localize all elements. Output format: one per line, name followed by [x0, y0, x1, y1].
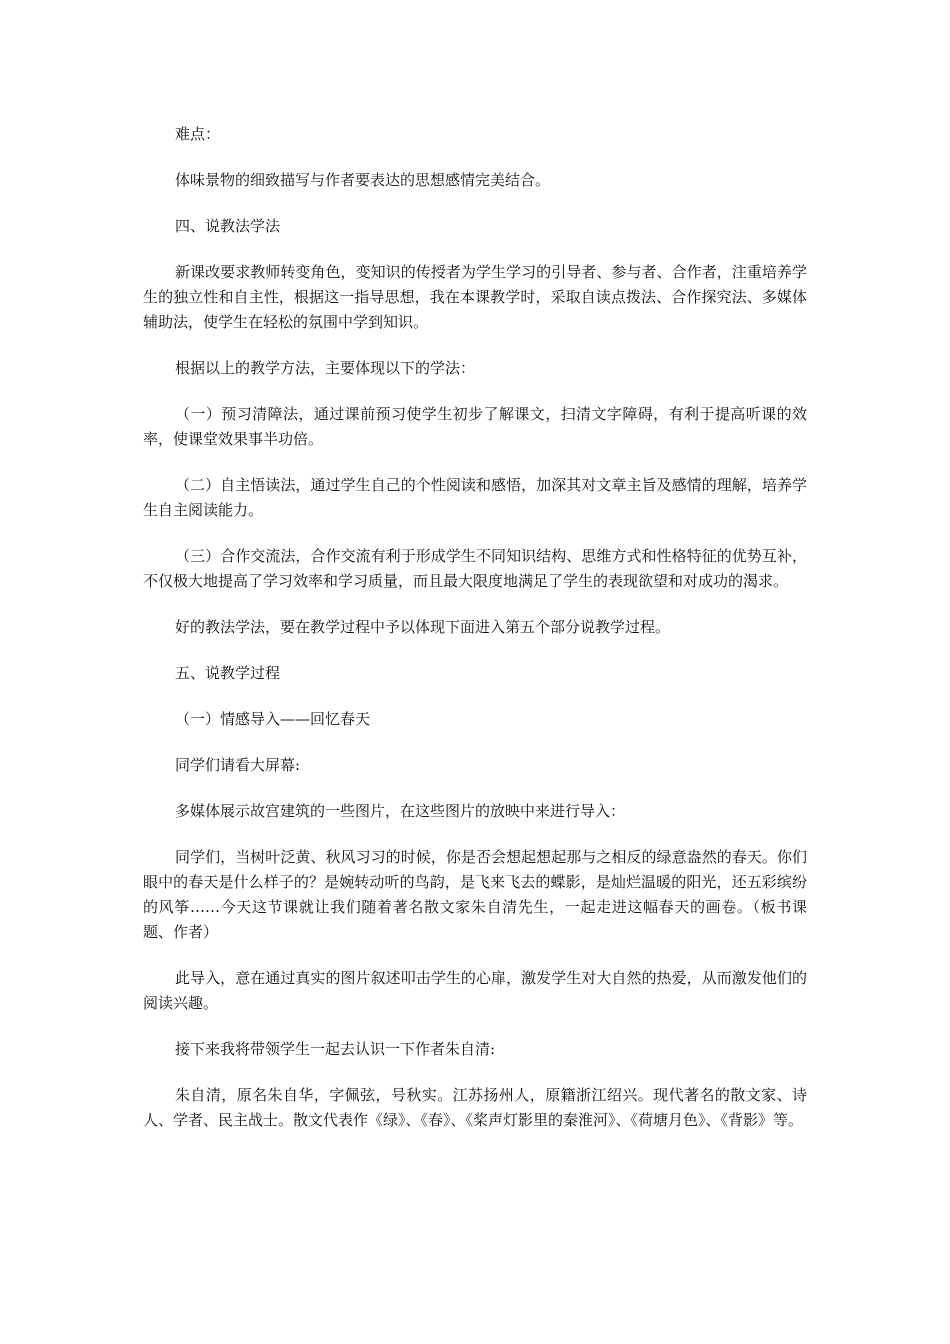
paragraph-author-bio: 朱自清，原名朱自华，字佩弦，号秋实。江苏扬州人，原籍浙江绍兴。现代著名的散文家、诗人、学者、民主战士。散文代表作《绿》、《春》、《桨声灯影里的秦淮河》、《荷塘月色》、《背影》等。 [143, 1086, 807, 1129]
paragraph-methods-intro: 新课改要求教师转变角色，变知识的传授者为学生学习的引导者、参与者、合作者，注重培养学生的独立性和自主性，根据这一指导思想，我在本课教学时，采取自读点拨法、合作探究法、多媒体辅助法，使学生在轻松的氛围中学到知识。 [143, 263, 807, 331]
section-heading-process: 五、说教学过程 [175, 664, 281, 682]
paragraph-method-1: （一）预习清障法，通过课前预习使学生初步了解课文，扫清文字障碍，有利于提高听课的效率，使课堂效果事半功倍。 [143, 405, 807, 448]
document-body [143, 122, 807, 1154]
paragraph-spring-intro: 同学们，当树叶泛黄、秋风习习的时候，你是否会想起想起那与之相反的绿意盎然的春天。你们眼中的春天是什么样子的？是婉转动听的鸟韵，是飞来飞去的蝶影，是灿烂温暖的阳光，还五彩缤纷的风筝……今天这节课就让我们随着著名散文家朱自清先生，一起走进这幅春天的画卷。（板书课题、作者） [143, 848, 807, 941]
paragraph-transition: 好的教法学法，要在教学过程中予以体现下面进入第五个部分说教学过程。 [175, 618, 671, 636]
paragraph-difficulty-detail: 体味景物的细致描写与作者要表达的思想感情完美结合。 [175, 171, 551, 189]
paragraph-study-methods: 根据以上的教学方法，主要体现以下的学法： [175, 359, 476, 377]
paragraph-method-3: （三）合作交流法，合作交流有利于形成学生不同知识结构、思维方式和性格特征的优势互补，不仅极大地提高了学习效率和学习质量，而且最大限度地满足了学生的表现欲望和对成功的渴求。 [143, 547, 807, 590]
paragraph-screen-prompt: 同学们请看大屏幕: [175, 756, 301, 774]
paragraph-intro-purpose: 此导入，意在通过真实的图片叙述叩击学生的心扉，激发学生对大自然的热爱，从而激发他们的阅读兴趣。 [143, 969, 807, 1012]
paragraph-author-lead: 接下来我将带领学生一起去认识一下作者朱自清: [175, 1040, 496, 1058]
subheading-emotional-intro: （一）情感导入——回忆春天 [175, 710, 371, 728]
paragraph-method-2: （二）自主悟读法，通过学生自己的个性阅读和感悟，加深其对文章主旨及感情的理解，培养学生自主阅读能力。 [143, 476, 807, 519]
section-heading-methods: 四、说教法学法 [175, 217, 281, 235]
paragraph-multimedia: 多媒体展示故宫建筑的一些图片，在这些图片的放映中来进行导入： [175, 802, 626, 820]
heading-difficulty: 难点： [175, 125, 221, 143]
